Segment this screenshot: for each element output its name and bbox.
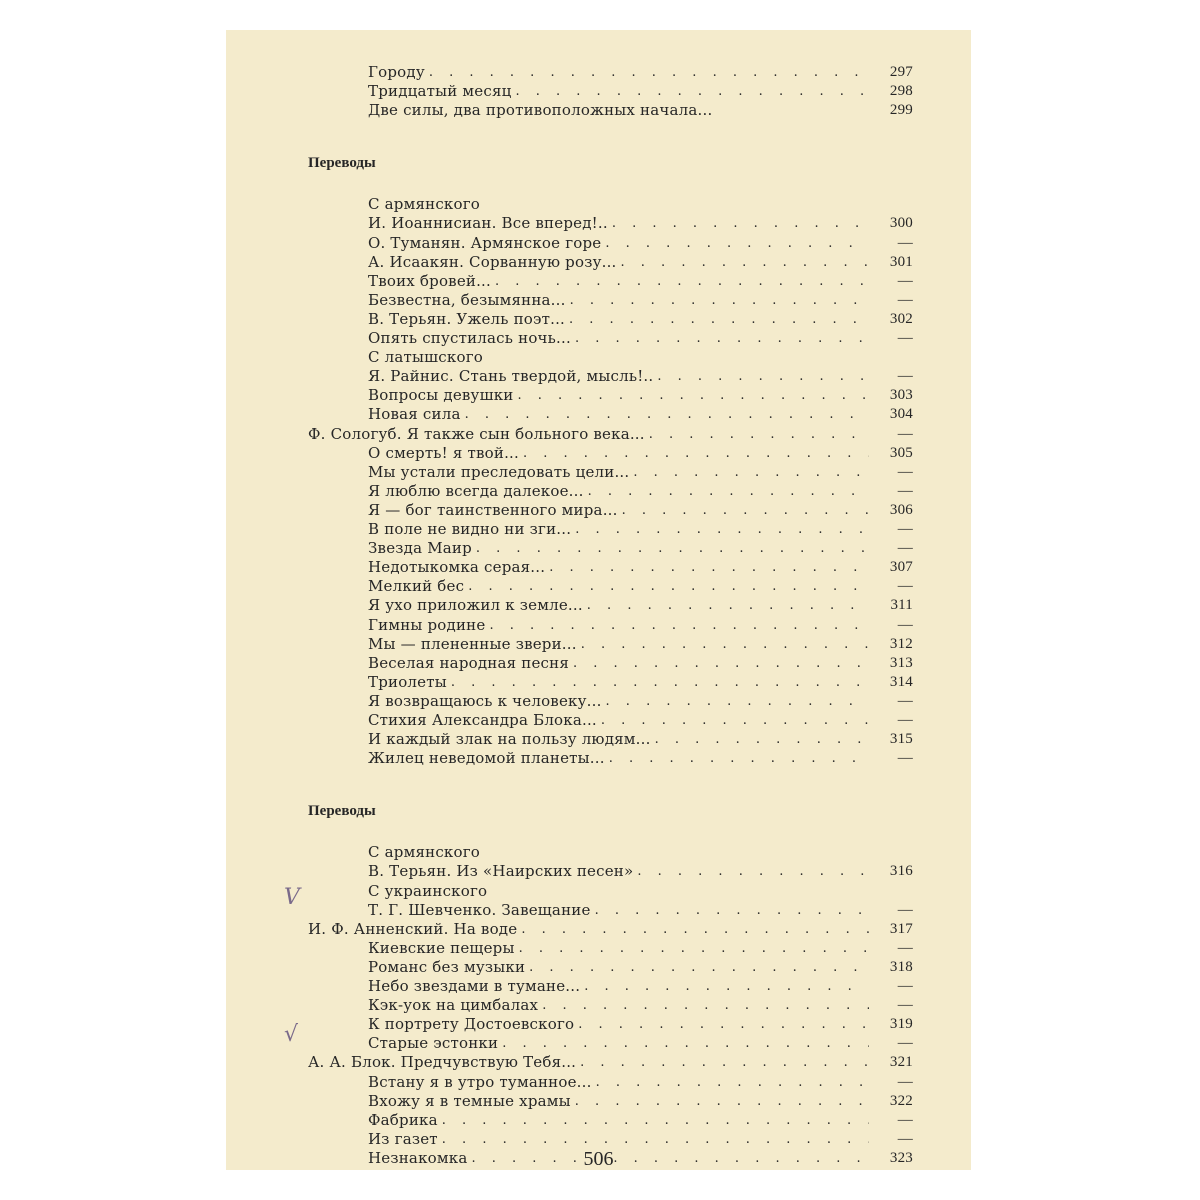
toc-entry <box>368 616 913 635</box>
toc-entry-title: Новая сила <box>368 405 461 424</box>
toc-entry-title: Твоих бровей... <box>368 271 491 290</box>
toc-entry <box>368 862 913 881</box>
toc-entry-page: 318 <box>889 958 913 975</box>
dot-leader <box>465 405 869 424</box>
toc-entry <box>368 635 913 654</box>
toc-entry <box>368 539 913 558</box>
toc-entry-title: Я возвращаюсь к человеку... <box>368 691 602 710</box>
dot-leader <box>595 901 869 920</box>
dot-leader <box>502 1034 869 1053</box>
toc-entry-title: Жилец неведомой планеты... <box>368 749 605 768</box>
toc-entry-title: В. Терьян. Из «Наирских песен» <box>368 862 634 881</box>
toc-entry-page: — <box>897 978 913 994</box>
toc-entry <box>368 939 913 958</box>
dot-leader <box>601 711 869 730</box>
toc-entry-page: — <box>897 939 913 956</box>
toc-entry-title: С украинского <box>368 881 488 900</box>
dot-leader <box>588 482 869 501</box>
dot-leader <box>569 310 869 329</box>
dot-leader <box>575 1092 869 1111</box>
toc-entry-page: — <box>897 1111 913 1128</box>
toc-entry-title: Я ухо приложил к земле... <box>368 596 583 615</box>
toc-entry <box>368 901 913 920</box>
toc-entry-page: — <box>897 272 913 289</box>
dot-leader <box>578 1015 869 1034</box>
toc-entry-title: С армянского <box>368 195 481 214</box>
toc-entry <box>368 558 913 577</box>
toc-entry <box>368 520 913 539</box>
dot-leader <box>633 463 869 482</box>
dot-leader <box>649 425 869 444</box>
toc-entry-title: Городу <box>368 63 425 81</box>
toc-entry-title: Звезда Маир <box>368 539 472 558</box>
dot-leader <box>542 996 869 1015</box>
dot-leader <box>575 520 869 539</box>
dot-leader <box>605 234 869 253</box>
toc-entry-page: — <box>897 712 913 728</box>
toc-entry <box>368 386 913 405</box>
toc-entry-title: Т. Г. Шевченко. Завещание <box>368 900 591 919</box>
toc-entry-title: Киевские пещеры <box>368 938 515 957</box>
toc-entry-page: 302 <box>889 310 913 327</box>
toc-entry-page: 321 <box>889 1054 913 1071</box>
toc-entry-title: Мелкий бес <box>368 577 465 596</box>
toc-entry-page: 306 <box>889 501 913 518</box>
toc-entry-page: — <box>897 692 913 709</box>
toc-entry-page: — <box>897 291 913 308</box>
toc-entry-title: Небо звездами в тумане... <box>368 977 581 995</box>
toc-entry <box>308 1053 913 1072</box>
toc-entry-title: Безвестна, безымянна... <box>368 290 566 309</box>
toc-entry <box>368 405 913 424</box>
toc-entry <box>368 1034 913 1053</box>
toc-entry <box>368 1073 913 1092</box>
dot-leader <box>637 862 869 881</box>
toc-entry-title: И. Иоаннисиан. Все вперед!.. <box>368 214 608 233</box>
toc-entry <box>368 749 913 768</box>
toc-entry-page: — <box>897 578 913 595</box>
toc-entry <box>368 63 913 82</box>
dot-leader <box>521 920 869 939</box>
toc-entry-page: 299 <box>889 102 913 119</box>
dot-leader <box>655 730 869 749</box>
toc-entry-page: 313 <box>889 654 913 671</box>
dot-leader <box>468 577 869 596</box>
dot-leader <box>622 501 869 520</box>
toc-entry <box>368 958 913 977</box>
toc-entry-title: С латышского <box>368 348 483 367</box>
dot-leader <box>451 673 869 692</box>
toc-entry-title: Я — бог таинственного мира... <box>368 500 618 519</box>
toc-entry-page: — <box>897 1130 913 1147</box>
toc-entry <box>368 577 913 596</box>
toc-entry-title: С армянского <box>368 843 481 862</box>
toc-entry-title: Старые эстонки <box>368 1034 499 1053</box>
toc-entry <box>368 367 913 386</box>
toc-entry <box>368 444 913 463</box>
toc-entry-title: А. А. Блок. Предчувствую Тебя... <box>308 1053 577 1072</box>
toc-entry-page: 311 <box>890 597 913 614</box>
toc-entry <box>368 463 913 482</box>
toc-entry <box>368 1015 913 1034</box>
toc-entry-page: — <box>897 540 913 557</box>
toc-entry-title: Мы устали преследовать цели... <box>368 462 630 481</box>
dot-leader <box>581 635 869 654</box>
dot-leader <box>476 539 869 558</box>
toc-entry <box>368 214 913 233</box>
toc-entry-title: Тридцатый месяц <box>368 82 512 101</box>
toc-entry-title: Незнакомка <box>368 1148 468 1167</box>
toc-entry-title: О смерть! я твой... <box>368 443 519 462</box>
toc-entry-page: 323 <box>889 1149 913 1166</box>
toc-entry-title: Вхожу я в темные храмы <box>368 1091 571 1110</box>
toc-entry <box>308 920 913 939</box>
toc-entry-title: В поле не видно ни зги... <box>368 520 572 538</box>
toc-entry-title: В. Терьян. Ужель поэт... <box>368 309 566 328</box>
toc-entry <box>368 996 913 1015</box>
dot-leader <box>587 596 869 615</box>
toc-entry-title: Я. Райнис. Стань твердой, мысль!.. <box>368 367 654 386</box>
toc-entry-title: Стихия Александра Блока... <box>368 711 597 729</box>
toc-entry-title: А. Исаакян. Сорванную розу... <box>368 252 617 271</box>
toc-entry-page: — <box>897 1035 913 1052</box>
dot-leader <box>549 558 869 577</box>
toc-entry-page: — <box>897 482 913 499</box>
toc-entry <box>368 253 913 272</box>
dot-leader <box>573 654 869 673</box>
toc-entry-page: — <box>897 750 913 767</box>
toc-entry-title: Вопросы девушки <box>368 386 514 405</box>
toc-entry-page: — <box>897 521 913 537</box>
toc-entry-title: Ф. Сологуб. Я также сын больного века... <box>308 424 645 443</box>
pencil-checkmark-icon: √ <box>284 1022 299 1047</box>
toc-entry-title: Фабрика <box>368 1110 438 1129</box>
dot-leader <box>442 1111 869 1130</box>
toc-entry <box>368 291 913 310</box>
toc-entry <box>368 310 913 329</box>
toc-entry <box>368 673 913 692</box>
toc-entry-page: — <box>897 901 913 918</box>
toc-entry <box>368 1130 913 1149</box>
toc-entry <box>368 482 913 501</box>
toc-entry <box>368 596 913 615</box>
dot-leader <box>657 367 869 386</box>
toc-entry-page: 303 <box>889 387 913 404</box>
dot-leader <box>580 1053 869 1072</box>
dot-leader <box>489 616 869 635</box>
toc-entry-page: — <box>897 463 913 480</box>
toc-entry <box>368 882 913 901</box>
dot-leader <box>621 253 869 272</box>
dot-leader <box>612 214 869 233</box>
toc-entry-title: Триолеты <box>368 672 447 691</box>
toc-entry-title: Две силы, два противоположных начала... <box>368 101 713 120</box>
toc-entry-title: Опять спустилась ночь... <box>368 329 571 347</box>
toc-entry-page: — <box>897 368 913 385</box>
toc-entry <box>368 654 913 673</box>
dot-leader <box>495 272 869 291</box>
toc-entry-page: — <box>897 330 913 346</box>
toc-entry-page: 315 <box>889 731 913 748</box>
toc-entry-page: 298 <box>889 83 913 100</box>
toc-entry-title: Из газет <box>368 1129 438 1148</box>
toc-entry-page: — <box>897 997 913 1014</box>
toc-entry-page: 300 <box>889 215 913 232</box>
toc-entry-page: 312 <box>889 635 913 652</box>
dot-leader <box>584 977 869 996</box>
toc-entry-title: И. Ф. Анненский. На воде <box>308 919 518 938</box>
toc-entry-page: — <box>897 1073 913 1090</box>
toc-entry-page: 301 <box>889 253 913 270</box>
dot-leader <box>596 1073 869 1092</box>
toc-entry-title: Кэк-уок на цимбалах <box>368 996 539 1015</box>
toc-entry-page: 305 <box>889 444 913 461</box>
toc-entry-title: Гимны родине <box>368 615 486 634</box>
dot-leader <box>442 1130 869 1149</box>
toc-entry-title: К портрету Достоевского <box>368 1015 575 1034</box>
toc-entry <box>368 329 913 348</box>
toc-entry-page: — <box>897 425 913 442</box>
toc-entry-title: О. Туманян. Армянское горе <box>368 233 602 252</box>
toc-entry-page: 319 <box>889 1016 913 1033</box>
toc-entry-title: Встану я в утро туманное... <box>368 1072 592 1091</box>
toc-entry <box>368 101 913 120</box>
toc-entry <box>368 272 913 291</box>
toc-entry-page: 314 <box>889 673 913 690</box>
dot-leader <box>575 329 869 348</box>
dot-leader <box>523 444 869 463</box>
toc-entry-title: И каждый злак на пользу людям... <box>368 730 651 749</box>
toc-entry <box>368 234 913 253</box>
toc-entry <box>368 692 913 711</box>
toc-entry-title: Недотыкомка серая... <box>368 558 546 577</box>
dot-leader <box>529 958 869 977</box>
toc-entry-title: Романс без музыки <box>368 957 526 976</box>
book-page <box>226 30 971 1170</box>
dot-leader <box>570 291 869 310</box>
toc-entry-page: 307 <box>889 559 913 576</box>
toc-entry <box>368 501 913 520</box>
dot-leader <box>609 749 869 768</box>
toc-entry <box>308 425 913 444</box>
toc-entry-page: 304 <box>889 406 913 423</box>
pencil-checkmark-icon: V <box>284 885 300 910</box>
toc-entry <box>368 1092 913 1111</box>
page-number: 506 <box>583 1148 614 1170</box>
dot-leader <box>516 82 870 101</box>
toc-entry-page: 322 <box>889 1092 913 1109</box>
toc-entry <box>368 82 913 101</box>
toc-entry <box>368 195 913 214</box>
toc-entry <box>368 711 913 730</box>
dot-leader <box>519 939 869 958</box>
toc-entry <box>368 348 913 367</box>
toc-entry <box>368 1111 913 1130</box>
toc-entry-page: 317 <box>889 920 913 937</box>
toc-entry-page: 297 <box>889 64 913 80</box>
toc-entry <box>368 843 913 862</box>
toc-entry-title: Я люблю всегда далекое... <box>368 481 584 500</box>
toc-entry-page: 316 <box>889 863 913 880</box>
toc-entry-title: Мы — плененные звери... <box>368 634 577 653</box>
dot-leader <box>429 63 869 82</box>
dot-leader <box>518 386 870 405</box>
toc-entry-page: — <box>897 234 913 251</box>
toc-entry <box>368 977 913 996</box>
dot-leader <box>606 692 869 711</box>
toc-entry-title: Веселая народная песня <box>368 653 569 672</box>
section-heading: Переводы <box>308 155 376 172</box>
toc-entry-page: — <box>897 616 913 633</box>
section-heading: Переводы <box>308 803 376 820</box>
toc-entry <box>368 730 913 749</box>
